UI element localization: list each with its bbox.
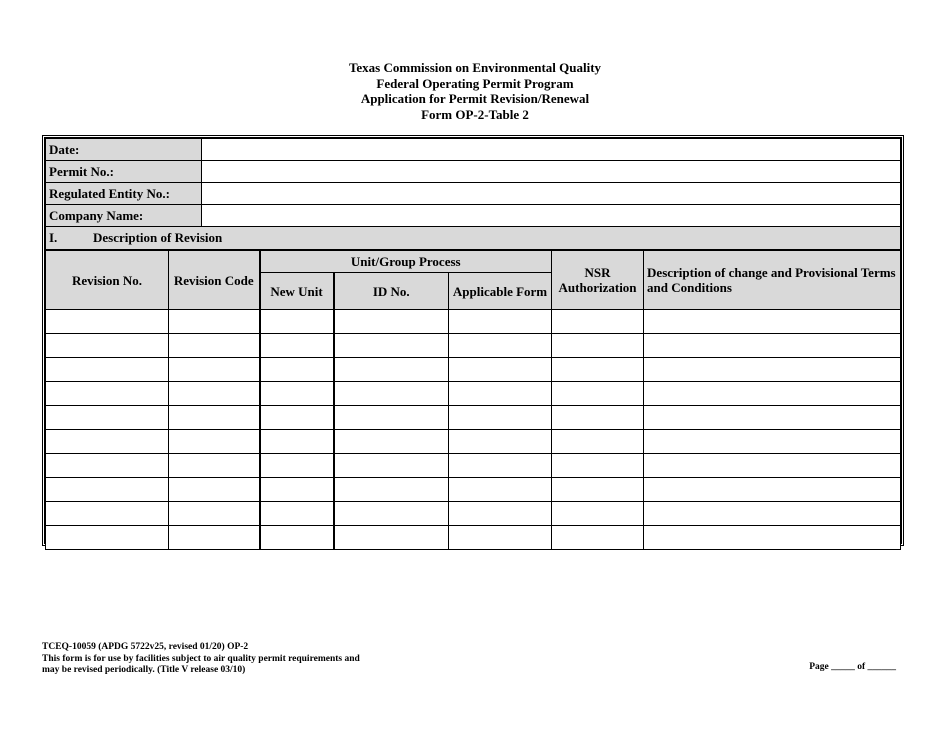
table-cell[interactable] <box>260 526 334 550</box>
table-cell[interactable] <box>260 478 334 502</box>
regulated-entity-field[interactable] <box>202 183 901 205</box>
revision-no-header: Revision No. <box>46 251 169 310</box>
table-cell[interactable] <box>334 454 449 478</box>
revision-table-body <box>46 310 901 550</box>
table-cell[interactable] <box>552 478 644 502</box>
table-cell[interactable] <box>169 502 260 526</box>
form-box <box>42 135 904 546</box>
table-cell[interactable] <box>46 334 169 358</box>
table-cell[interactable] <box>449 358 552 382</box>
table-cell[interactable] <box>334 430 449 454</box>
table-cell[interactable] <box>449 334 552 358</box>
table-cell[interactable] <box>449 430 552 454</box>
table-cell[interactable] <box>334 478 449 502</box>
table-cell[interactable] <box>552 310 644 334</box>
description-header: Description of change and Provisional Terms and Conditions <box>644 251 901 310</box>
table-cell[interactable] <box>169 430 260 454</box>
table-cell[interactable] <box>449 406 552 430</box>
id-no-header: ID No. <box>334 273 449 310</box>
table-cell[interactable] <box>169 454 260 478</box>
nsr-label: NSR <box>584 265 611 280</box>
application-title: Application for Permit Revision/Renewal <box>360 91 590 106</box>
table-cell[interactable] <box>169 358 260 382</box>
table-cell[interactable] <box>46 526 169 550</box>
section-header <box>45 227 901 250</box>
table-row <box>46 478 901 502</box>
unit-group-process-header: Unit/Group Process <box>260 251 552 273</box>
permit-no-label: Permit No.: <box>46 161 202 183</box>
table-cell[interactable] <box>46 310 169 334</box>
table-cell[interactable] <box>169 334 260 358</box>
table-row <box>46 526 901 550</box>
table-cell[interactable] <box>169 382 260 406</box>
form-note-1: This form is for use by facilities subject to air quality permit requirements and <box>42 653 360 664</box>
agency-title: Texas Commission on Environmental Quality <box>348 60 602 75</box>
section-title: Description of Revision <box>93 230 223 245</box>
table-cell[interactable] <box>449 526 552 550</box>
info-row-permit <box>46 161 901 183</box>
table-cell[interactable] <box>644 310 901 334</box>
table-cell[interactable] <box>644 502 901 526</box>
table-cell[interactable] <box>260 502 334 526</box>
table-row <box>46 358 901 382</box>
table-cell[interactable] <box>449 454 552 478</box>
table-cell[interactable] <box>260 406 334 430</box>
regulated-entity-label: Regulated Entity No.: <box>46 183 202 205</box>
form-footer <box>42 642 360 677</box>
company-name-label: Company Name: <box>46 205 202 227</box>
applicant-info-table <box>45 138 901 227</box>
table-cell[interactable] <box>552 454 644 478</box>
date-label: Date: <box>46 139 202 161</box>
table-cell[interactable] <box>260 454 334 478</box>
table-cell[interactable] <box>552 502 644 526</box>
section-number: I. <box>49 230 58 245</box>
table-cell[interactable] <box>644 454 901 478</box>
table-row <box>46 406 901 430</box>
nsr-authorization-header <box>552 251 644 310</box>
table-cell[interactable] <box>46 430 169 454</box>
table-cell[interactable] <box>260 358 334 382</box>
table-row <box>46 502 901 526</box>
table-cell[interactable] <box>169 310 260 334</box>
table-cell[interactable] <box>334 406 449 430</box>
table-cell[interactable] <box>644 334 901 358</box>
revision-header-row-1 <box>46 251 901 273</box>
table-cell[interactable] <box>169 526 260 550</box>
info-row-date <box>46 139 901 161</box>
table-cell[interactable] <box>260 334 334 358</box>
table-cell[interactable] <box>644 406 901 430</box>
table-cell[interactable] <box>552 358 644 382</box>
table-cell[interactable] <box>552 406 644 430</box>
table-cell[interactable] <box>644 526 901 550</box>
form-id: TCEQ-10059 (APDG 5722v25, revised 01/20) OP-2 <box>42 642 249 652</box>
form-note-2: may be revised periodically. (Title V release 03/10) <box>42 665 246 675</box>
revision-table <box>45 250 901 550</box>
table-cell[interactable] <box>644 430 901 454</box>
table-cell[interactable] <box>334 310 449 334</box>
form-header <box>0 60 950 122</box>
page-number: Page _____ of ______ <box>809 662 896 672</box>
table-cell[interactable] <box>46 502 169 526</box>
table-cell[interactable] <box>334 526 449 550</box>
form-title: Form OP-2-Table 2 <box>421 106 529 122</box>
company-name-field[interactable] <box>202 205 901 227</box>
table-cell[interactable] <box>169 406 260 430</box>
table-cell[interactable] <box>644 382 901 406</box>
permit-no-field[interactable] <box>202 161 901 183</box>
table-cell[interactable] <box>46 406 169 430</box>
table-cell[interactable] <box>552 526 644 550</box>
table-row <box>46 334 901 358</box>
table-cell[interactable] <box>552 382 644 406</box>
table-cell[interactable] <box>260 430 334 454</box>
table-cell[interactable] <box>334 502 449 526</box>
new-unit-header: New Unit <box>260 273 334 310</box>
applicable-form-header: Applicable Form <box>449 273 552 310</box>
info-row-company <box>46 205 901 227</box>
table-cell[interactable] <box>334 334 449 358</box>
table-row <box>46 310 901 334</box>
table-cell[interactable] <box>644 358 901 382</box>
table-cell[interactable] <box>46 478 169 502</box>
revision-code-header: Revision Code <box>169 251 260 310</box>
table-row <box>46 382 901 406</box>
table-cell[interactable] <box>169 478 260 502</box>
table-cell[interactable] <box>46 382 169 406</box>
table-cell[interactable] <box>449 382 552 406</box>
table-cell[interactable] <box>552 430 644 454</box>
date-field[interactable] <box>202 139 901 161</box>
authorization-label: Authorization <box>558 280 637 295</box>
table-cell[interactable] <box>260 310 334 334</box>
info-row-regulated-entity <box>46 183 901 205</box>
table-cell[interactable] <box>449 478 552 502</box>
table-cell[interactable] <box>552 334 644 358</box>
table-cell[interactable] <box>334 358 449 382</box>
table-cell[interactable] <box>46 358 169 382</box>
table-cell[interactable] <box>46 454 169 478</box>
table-cell[interactable] <box>260 382 334 406</box>
table-cell[interactable] <box>644 478 901 502</box>
table-cell[interactable] <box>449 310 552 334</box>
table-cell[interactable] <box>449 502 552 526</box>
table-row <box>46 454 901 478</box>
table-row <box>46 430 901 454</box>
table-cell[interactable] <box>334 382 449 406</box>
program-title: Federal Operating Permit Program <box>376 75 574 91</box>
